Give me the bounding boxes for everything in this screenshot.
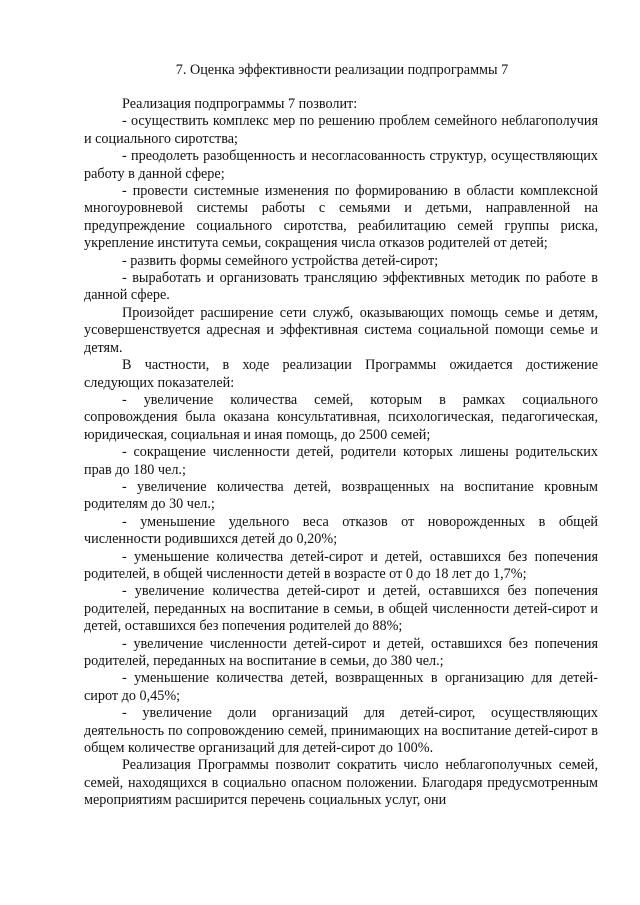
list-item: - сокращение численности детей, родители которых лишены родительских прав до 180 чел.; (84, 444, 598, 478)
list-item: - увеличение количества детей, возвращенных на воспитание кровным родителям до 30 чел.; (84, 478, 598, 513)
list-item: - уменьшение удельного веса отказов от новорожденных в общей численности родившихся детей до 0,20%; (84, 513, 598, 548)
list-item: - увеличение количества семей, которым в рамках социального сопровождения была оказана консультативная, психологическая, педагогическая, юридическая, социальная и иная помощь, до 2500 семей; (84, 391, 598, 443)
paragraph: Произойдет расширение сети служб, оказывающих помощь семье и детям, усовершенствуется адресная и эффективная система социальной помощи семье и детям. (84, 304, 598, 356)
list-item: - увеличение количества детей-сирот и детей, оставшихся без попечения родителей, переданных на воспитание в семьи, в общей численности детей-сирот и детей, оставшихся без попечения родителей до 88%; (84, 583, 598, 635)
list-item: - увеличение численности детей-сирот и детей, оставшихся без попечения родителей, переданных на воспитание в семьи, до 380 чел.; (84, 635, 598, 669)
list-item: - уменьшение количества детей-сирот и детей, оставшихся без попечения родителей, в общей численности детей в возрасте от 0 до 18 лет до 1,7%; (84, 548, 598, 582)
list-item: - выработать и организовать трансляцию эффективных методик по работе в данной сфере. (84, 270, 598, 304)
list-item: - преодолеть разобщенность и несогласованность структур, осуществляющих работу в данной сфере; (84, 148, 598, 182)
section-title: 7. Оценка эффективности реализации подпрограммы 7 (175, 62, 509, 78)
list-item: - уменьшение количества детей, возвращенных в организацию для детей-сирот до 0,45%; (84, 670, 598, 704)
list-item: - провести системные изменения по формированию в области комплексной многоуровневой системы работы с семьями и детьми, направленной на предупреждение социального сиротства, реабилитацию семей группы риска, укрепление института семьи, сокращения числа отказов родителей от детей; (84, 183, 598, 252)
list-item: - осуществить комплекс мер по решению проблем семейного неблагополучия и социального сиротства; (84, 113, 598, 147)
paragraph: Реализация подпрограммы 7 позволит: (122, 96, 358, 112)
paragraph: В частности, в ходе реализации Программы ожидается достижение следующих показателей: (84, 357, 598, 391)
list-item: - увеличение доли организаций для детей-сирот, осуществляющих деятельность по сопровождению семей, принимающих на воспитание детей-сирот в общем количестве организаций для детей-сирот до 100%. (84, 705, 598, 757)
paragraph: Реализация Программы позволит сократить число неблагополучных семей, семей, находящихся в социально опасном положении. Благодаря предусмотренным мероприятиям расширится перечень социальных услуг, они (84, 757, 598, 809)
list-item: - развить формы семейного устройства детей-сирот; (122, 252, 439, 269)
document-body (84, 96, 598, 810)
